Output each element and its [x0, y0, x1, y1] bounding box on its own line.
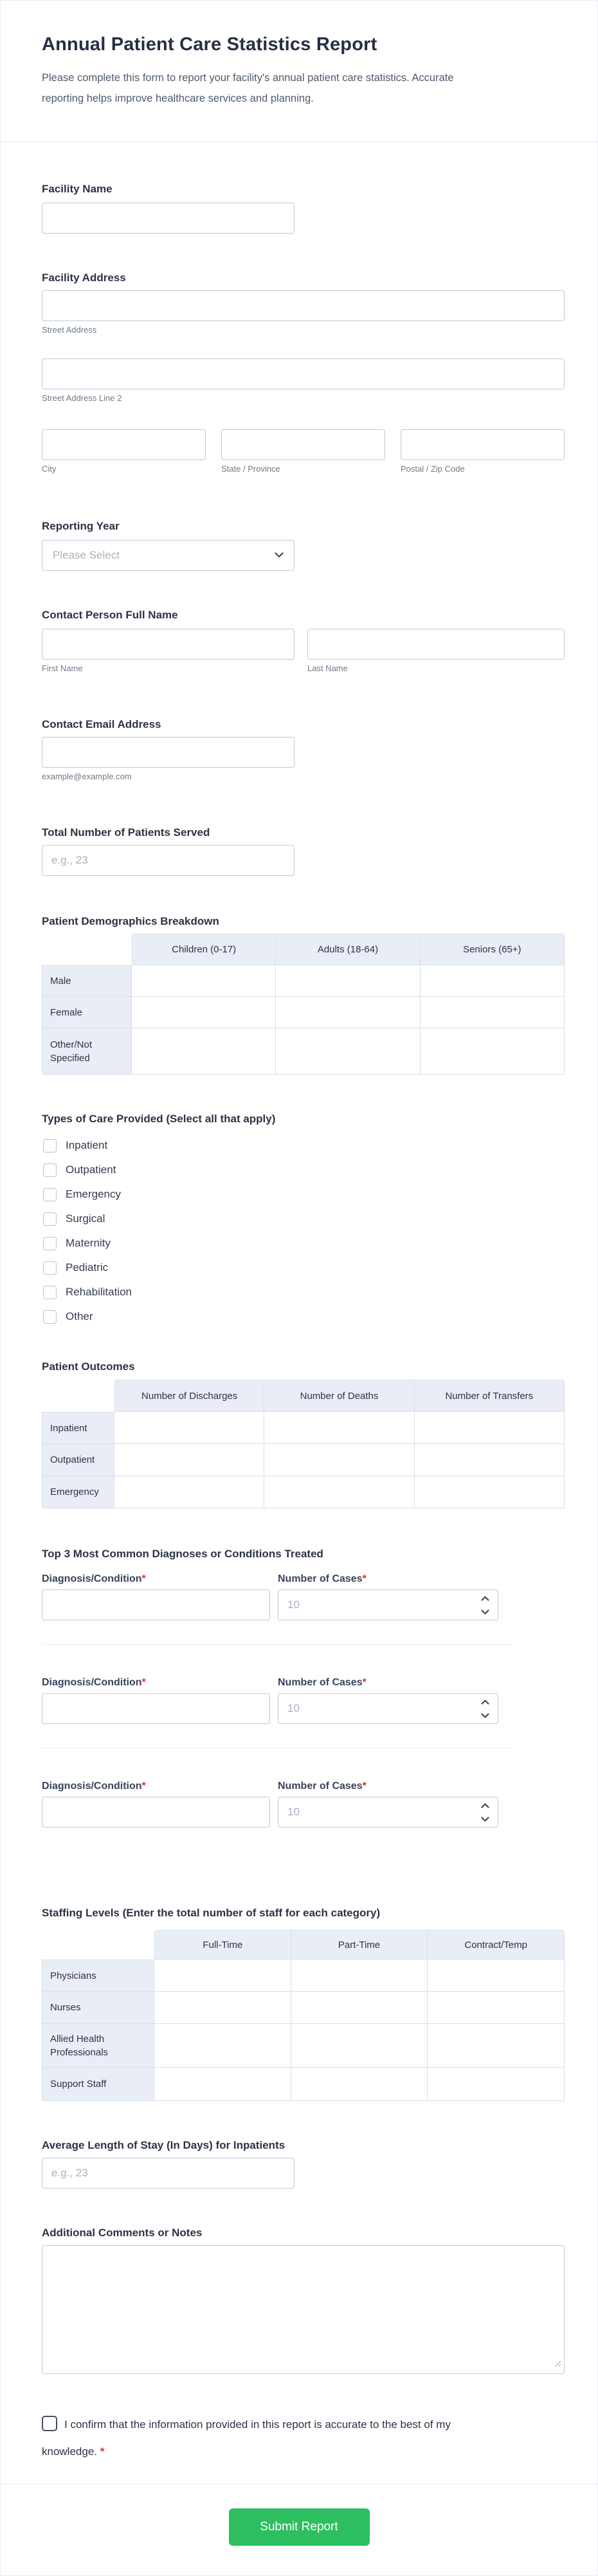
field-facility-address: [42, 270, 565, 474]
demographics-cell: [132, 997, 276, 1028]
reporting-year-select[interactable]: [42, 540, 294, 571]
demographics-table: [42, 934, 565, 1075]
staffing-table: [42, 1930, 565, 2101]
field-total-patients: [42, 824, 565, 876]
care-option-label: Rehabilitation: [66, 1286, 132, 1298]
demographics-cell: [276, 965, 420, 997]
demographics-cell: [276, 997, 420, 1028]
staffing-cell: [291, 2024, 428, 2068]
checkbox[interactable]: [43, 1237, 57, 1250]
table-corner-cell: [42, 934, 132, 965]
field-reporting-year: [42, 518, 565, 571]
outcomes-cell: [264, 1444, 414, 1476]
care-option-surgical[interactable]: [42, 1207, 565, 1231]
diagnosis-condition-label: Diagnosis/Condition*: [42, 1677, 146, 1688]
required-asterisk: *: [362, 1677, 367, 1688]
number-of-cases-label: Number of Cases*: [278, 1781, 367, 1792]
table-corner-cell: [42, 1380, 114, 1412]
chevron-up-icon[interactable]: [481, 1800, 489, 1812]
comments-label: Additional Comments or Notes: [42, 2227, 203, 2239]
care-option-maternity[interactable]: [42, 1231, 565, 1256]
demographics-cell-input[interactable]: [421, 1028, 564, 1074]
demographics-cell-input[interactable]: [421, 965, 564, 996]
chevron-down-icon[interactable]: [481, 1606, 489, 1618]
outcomes-cell: [114, 1476, 264, 1508]
diagnosis-condition-label: Diagnosis/Condition*: [42, 1781, 146, 1792]
outcomes-row-header: Outpatient: [42, 1444, 114, 1476]
care-option-label: Surgical: [66, 1212, 105, 1225]
number-stepper[interactable]: [481, 1589, 489, 1620]
demographics-label: Patient Demographics Breakdown: [42, 915, 219, 927]
contact-name-label: Contact Person Full Name: [42, 609, 178, 621]
outcomes-cell-input[interactable]: [264, 1412, 413, 1443]
field-staffing: [42, 1905, 565, 2101]
care-types-label: Types of Care Provided (Select all that apply): [42, 1113, 276, 1125]
number-of-cases-label: Number of Cases*: [278, 1573, 367, 1584]
demographics-cell: [421, 965, 565, 997]
staffing-cell-input[interactable]: [428, 1992, 564, 2023]
outcomes-cell-input[interactable]: [415, 1476, 564, 1508]
staffing-cell: [428, 1960, 565, 1992]
field-comments: [42, 2225, 565, 2374]
field-contact-email: [42, 716, 565, 782]
care-option-label: Emergency: [66, 1188, 121, 1200]
outcomes-row-header: Emergency: [42, 1476, 114, 1508]
street-address-input[interactable]: [42, 290, 565, 321]
street-address-line2-sublabel: Street Address Line 2: [42, 393, 122, 403]
staffing-cell: [291, 2068, 428, 2101]
diagnosis-condition-input[interactable]: [42, 1693, 270, 1724]
diagnosis-condition-input[interactable]: [42, 1589, 270, 1620]
demographics-cell-input[interactable]: [276, 997, 419, 1028]
resize-handle-icon[interactable]: [555, 2358, 561, 2370]
outcomes-cell: [264, 1412, 414, 1444]
outcomes-row-header: Inpatient: [42, 1412, 114, 1444]
staffing-cell: [428, 1992, 565, 2024]
comments-textarea[interactable]: [42, 2245, 565, 2374]
chevron-down-icon: [275, 550, 284, 561]
diagnosis-condition-input[interactable]: [42, 1797, 270, 1828]
checkbox[interactable]: [43, 1286, 57, 1299]
number-of-cases-input[interactable]: [278, 1589, 498, 1620]
form-subtitle: Please complete this form to report your facility's annual patient care statistics. Accurate reporting helps improve healthcare services and planning.: [42, 72, 454, 104]
care-types-options: [42, 1133, 565, 1329]
demographics-cell: [421, 1028, 565, 1075]
staffing-cell: [154, 1960, 291, 1992]
city-sublabel: City: [42, 464, 57, 474]
total-patients-label: Total Number of Patients Served: [42, 826, 210, 839]
avg-stay-input[interactable]: [42, 2158, 294, 2189]
outcomes-col-header: Number of Deaths: [264, 1380, 414, 1412]
number-of-cases-label: Number of Cases*: [278, 1677, 367, 1688]
chevron-up-icon[interactable]: [481, 1696, 489, 1708]
staffing-cell: [428, 2068, 565, 2101]
diagnoses-label: Top 3 Most Common Diagnoses or Conditions Treated: [42, 1548, 323, 1560]
outcomes-cell-input[interactable]: [114, 1476, 264, 1508]
care-option-outpatient[interactable]: [42, 1158, 565, 1182]
outcomes-table: [42, 1380, 565, 1508]
outcomes-cell: [415, 1444, 565, 1476]
care-option-label: Other: [66, 1310, 93, 1322]
checkbox[interactable]: [43, 1139, 57, 1153]
demographics-cell-input[interactable]: [132, 997, 275, 1028]
chevron-down-icon[interactable]: [481, 1813, 489, 1825]
contact-email-label: Contact Email Address: [42, 718, 161, 730]
care-option-label: Pediatric: [66, 1261, 109, 1274]
staffing-cell-input[interactable]: [154, 2024, 291, 2067]
checkbox[interactable]: [43, 1310, 57, 1324]
staffing-cell-input[interactable]: [428, 2068, 564, 2100]
staffing-cell: [154, 2068, 291, 2101]
field-facility-name: [42, 181, 565, 234]
state-input[interactable]: [221, 429, 385, 460]
chevron-down-icon[interactable]: [481, 1710, 489, 1721]
outcomes-label: Patient Outcomes: [42, 1360, 135, 1373]
reporting-year-label: Reporting Year: [42, 520, 120, 532]
email-input[interactable]: [42, 737, 294, 768]
staffing-cell: [291, 1960, 428, 1992]
care-option-inpatient[interactable]: [42, 1133, 565, 1158]
diagnosis-block-1: [42, 1572, 565, 1645]
demographics-cell-input[interactable]: [132, 965, 275, 996]
last-name-input[interactable]: [307, 629, 565, 660]
city-input[interactable]: [42, 429, 206, 460]
demographics-cell-input[interactable]: [276, 1028, 419, 1074]
demographics-cell: [276, 1028, 420, 1075]
care-option-other[interactable]: [42, 1304, 565, 1329]
required-asterisk: *: [141, 1781, 146, 1792]
diagnosis-condition-label: Diagnosis/Condition*: [42, 1573, 146, 1584]
demographics-cell: [421, 997, 565, 1028]
staffing-cell: [154, 1992, 291, 2024]
demographics-col-header: Adults (18-64): [276, 934, 420, 965]
demographics-cell-input[interactable]: [421, 997, 564, 1028]
table-corner-cell: [42, 1930, 154, 1960]
staffing-cell-input[interactable]: [291, 1960, 428, 1991]
field-confirmation: [42, 2411, 466, 2465]
care-option-label: Maternity: [66, 1237, 111, 1249]
number-of-cases-input[interactable]: [278, 1797, 498, 1828]
field-avg-stay: [42, 2137, 565, 2189]
checkbox[interactable]: [43, 1163, 57, 1177]
submit-button[interactable]: Submit Report: [229, 2508, 370, 2546]
outcomes-cell: [114, 1444, 264, 1476]
chevron-up-icon[interactable]: [481, 1593, 489, 1604]
field-contact-name: [42, 607, 565, 674]
postal-input[interactable]: [401, 429, 565, 460]
staffing-row-header: Support Staff: [42, 2068, 154, 2101]
page-title: Annual Patient Care Statistics Report: [42, 34, 377, 55]
staffing-label: Staffing Levels (Enter the total number of staff for each category): [42, 1907, 381, 1919]
outcomes-cell-input[interactable]: [415, 1444, 564, 1476]
staffing-row-header: Nurses: [42, 1992, 154, 2024]
staffing-cell: [291, 1992, 428, 2024]
total-patients-input[interactable]: [42, 845, 294, 876]
field-care-types: [42, 1111, 565, 1329]
field-outcomes: [42, 1358, 565, 1508]
outcomes-cell-input[interactable]: [264, 1444, 413, 1476]
email-sublabel: example@example.com: [42, 772, 132, 781]
outcomes-cell: [114, 1412, 264, 1444]
staffing-cell-input[interactable]: [428, 2024, 564, 2067]
outcomes-col-header: Number of Transfers: [415, 1380, 565, 1412]
checkbox[interactable]: [43, 1212, 57, 1226]
staffing-cell: [154, 2024, 291, 2068]
confirmation-checkbox[interactable]: [42, 2416, 57, 2431]
care-option-emergency[interactable]: [42, 1182, 565, 1207]
demographics-row-header: Female: [42, 997, 132, 1028]
field-demographics: [42, 913, 565, 1075]
staffing-row-header: Allied Health Professionals: [42, 2024, 154, 2068]
first-name-input[interactable]: [42, 629, 294, 660]
field-diagnoses: [42, 1546, 565, 1828]
required-asterisk: *: [141, 1573, 146, 1584]
demographics-cell: [132, 965, 276, 997]
facility-name-input[interactable]: [42, 203, 294, 234]
facility-address-label: Facility Address: [42, 272, 126, 284]
checkbox[interactable]: [43, 1261, 57, 1275]
demographics-cell-input[interactable]: [276, 965, 419, 996]
outcomes-cell-input[interactable]: [264, 1476, 413, 1508]
demographics-col-header: Children (0-17): [132, 934, 276, 965]
first-name-sublabel: First Name: [42, 663, 83, 673]
diagnosis-block-2: [42, 1676, 565, 1748]
demographics-row-header: Male: [42, 965, 132, 997]
outcomes-cell-input[interactable]: [114, 1412, 264, 1443]
staffing-cell-input[interactable]: [154, 2068, 291, 2100]
confirmation-label: I confirm that the information provided in this report is accurate to the best of my knowledge.: [42, 2418, 451, 2458]
checkbox[interactable]: [43, 1188, 57, 1201]
staffing-cell-input[interactable]: [154, 1960, 291, 1991]
staffing-cell-input[interactable]: [291, 2024, 428, 2067]
last-name-sublabel: Last Name: [307, 663, 348, 673]
care-option-rehabilitation[interactable]: [42, 1280, 565, 1304]
care-option-pediatric[interactable]: [42, 1256, 565, 1280]
street-address-sublabel: Street Address: [42, 325, 97, 335]
number-stepper[interactable]: [481, 1797, 489, 1828]
form-header: [1, 1, 597, 109]
staffing-col-header: Full-Time: [154, 1930, 291, 1960]
outcomes-cell: [415, 1412, 565, 1444]
outcomes-cell: [264, 1476, 414, 1508]
staffing-col-header: Contract/Temp: [428, 1930, 565, 1960]
outcomes-col-header: Number of Discharges: [114, 1380, 264, 1412]
demographics-cell: [132, 1028, 276, 1075]
number-stepper[interactable]: [481, 1693, 489, 1724]
required-asterisk: *: [362, 1781, 367, 1792]
outcomes-cell-input[interactable]: [114, 1444, 264, 1476]
required-asterisk: *: [362, 1573, 367, 1584]
care-option-label: Outpatient: [66, 1163, 116, 1176]
demographics-row-header: Other/Not Specified: [42, 1028, 132, 1075]
staffing-cell: [428, 2024, 565, 2068]
reporting-year-selected-value: Please Select: [53, 549, 120, 561]
street-address-line2-input[interactable]: [42, 358, 565, 389]
facility-name-label: Facility Name: [42, 183, 113, 195]
required-asterisk: *: [141, 1677, 146, 1688]
number-of-cases-input[interactable]: [278, 1693, 498, 1724]
staffing-cell-input[interactable]: [154, 1992, 291, 2023]
staffing-cell-input[interactable]: [291, 2068, 428, 2100]
care-option-label: Inpatient: [66, 1139, 108, 1151]
outcomes-cell: [415, 1476, 565, 1508]
demographics-col-header: Seniors (65+): [421, 934, 565, 965]
submit-row: [1, 2485, 597, 2546]
state-sublabel: State / Province: [221, 464, 280, 474]
staffing-row-header: Physicians: [42, 1960, 154, 1992]
staffing-cell-input[interactable]: [291, 1992, 428, 2023]
divider: [42, 1644, 511, 1645]
diagnosis-block-3: [42, 1779, 565, 1828]
postal-sublabel: Postal / Zip Code: [401, 464, 465, 474]
demographics-cell-input[interactable]: [132, 1028, 275, 1074]
avg-stay-label: Average Length of Stay (In Days) for Inpatients: [42, 2139, 285, 2151]
outcomes-cell-input[interactable]: [415, 1412, 564, 1443]
staffing-col-header: Part-Time: [291, 1930, 428, 1960]
required-asterisk: *: [100, 2445, 105, 2458]
staffing-cell-input[interactable]: [428, 1960, 564, 1991]
